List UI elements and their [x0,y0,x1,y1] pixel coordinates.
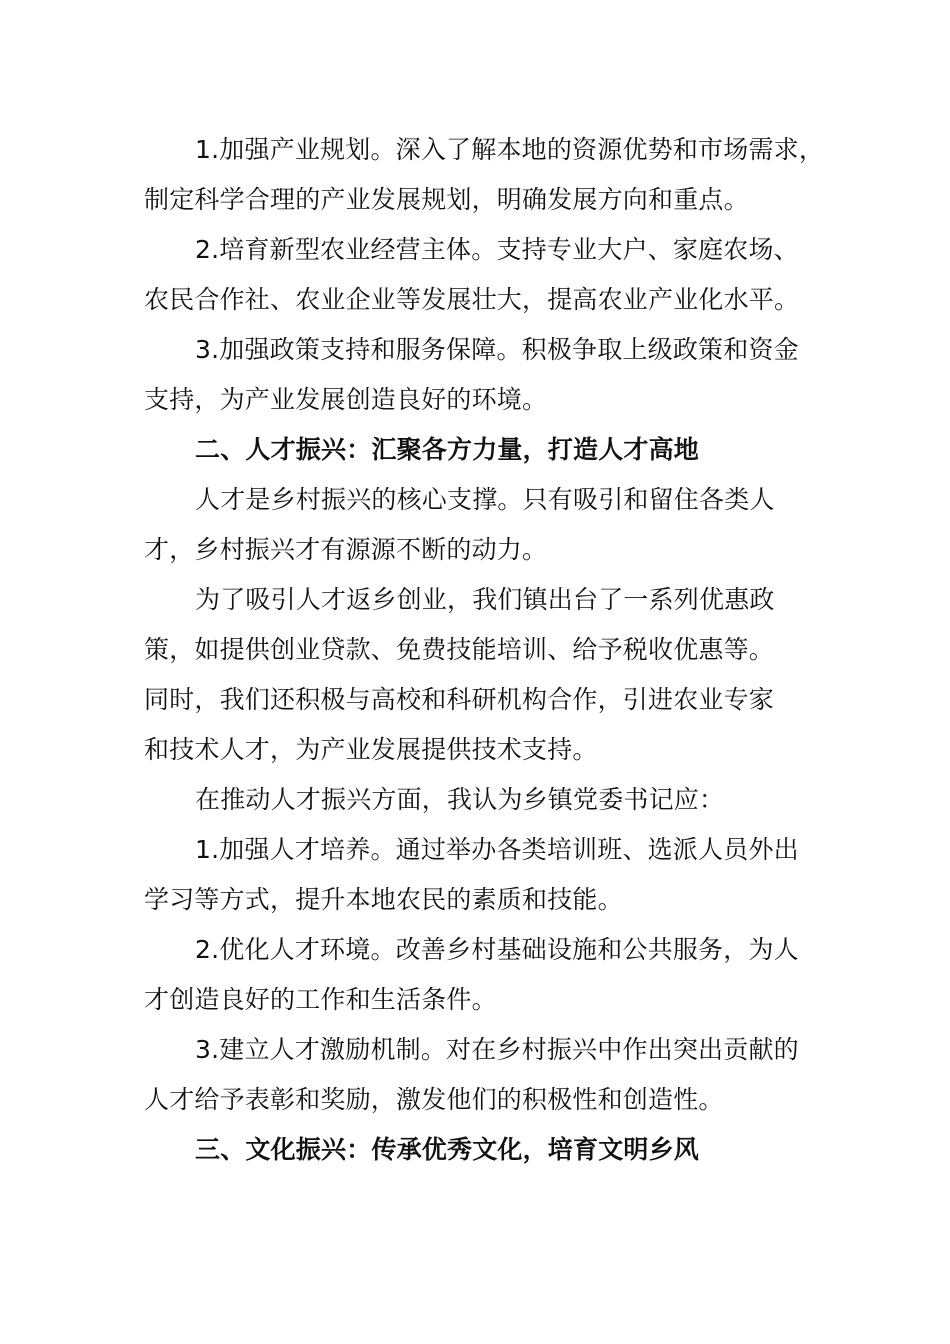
text-line-5: 3.加强政策支持和服务保障。积极争取上级政策和资金 [195,335,799,364]
text-line-12: 同时，我们还积极与高校和科研机构合作，引进农业专家 [144,685,775,714]
section-heading-culture: 三、文化振兴：传承优秀文化，培育文明乡风 [195,1135,700,1164]
text-line-1: 1.加强产业规划。深入了解本地的资源优势和市场需求， [195,135,825,164]
text-line-3: 2.培育新型农业经营主体。支持专业大户、家庭农场、 [195,235,799,264]
text-line-11: 策，如提供创业贷款、免费技能培训、给予税收优惠等。 [144,635,775,664]
text-line-19: 3.建立人才激励机制。对在乡村振兴中作出突出贡献的 [195,1035,799,1064]
text-line-17: 2.优化人才环境。改善乡村基础设施和公共服务，为人 [195,935,799,964]
text-line-8: 人才是乡村振兴的核心支撑。只有吸引和留住各类人 [195,485,775,514]
text-line-15: 1.加强人才培养。通过举办各类培训班、选派人员外出 [195,835,799,864]
text-line-2: 制定科学合理的产业发展规划，明确发展方向和重点。 [144,185,749,214]
text-line-18: 才创造良好的工作和生活条件。 [144,985,497,1014]
text-line-14: 在推动人才振兴方面，我认为乡镇党委书记应： [195,785,725,814]
section-heading-talent: 二、人才振兴：汇聚各方力量，打造人才高地 [195,435,700,464]
text-line-10: 为了吸引人才返乡创业，我们镇出台了一系列优惠政 [195,585,775,614]
text-line-4: 农民合作社、农业企业等发展壮大，提高农业产业化水平。 [144,285,800,314]
text-line-13: 和技术人才，为产业发展提供技术支持。 [144,735,598,764]
text-line-9: 才，乡村振兴才有源源不断的动力。 [144,535,548,564]
text-line-16: 学习等方式，提升本地农民的素质和技能。 [144,885,623,914]
text-line-6: 支持，为产业发展创造良好的环境。 [144,385,548,414]
text-line-20: 人才给予表彰和奖励，激发他们的积极性和创造性。 [144,1085,724,1114]
